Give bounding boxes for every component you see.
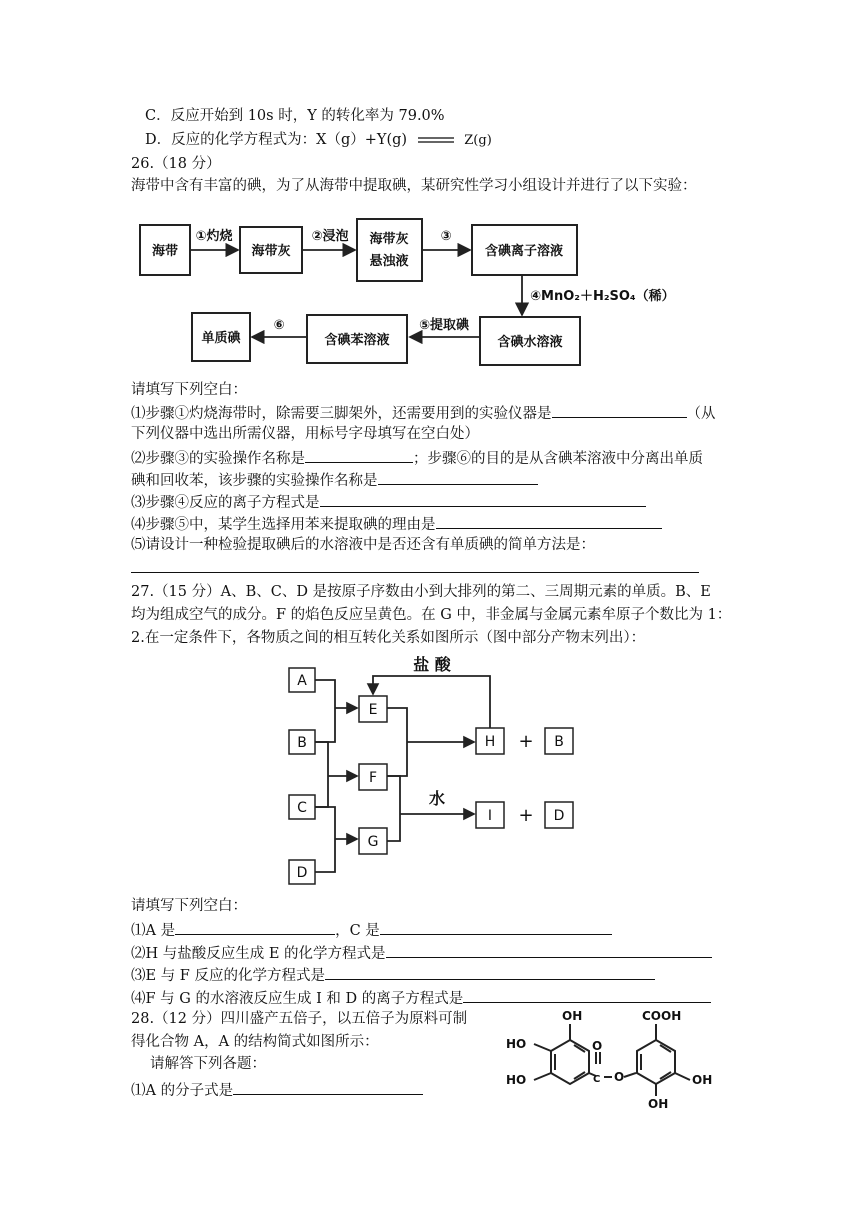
q27-prompt: 请填写下列空白： xyxy=(131,898,247,914)
flow-step1: ①灼烧 xyxy=(195,229,233,244)
struct-oh-bottom: OH xyxy=(648,1097,669,1111)
q26-p2-blank2[interactable] xyxy=(378,470,538,485)
q26-p1 xyxy=(131,403,716,423)
q27-line3: 2.在一定条件下，各物质之间的相互转化关系如图所示（图中部分产物末列出）： xyxy=(131,630,646,646)
option-c: C．反应开始到 10s 时，Y 的转化率为 79.0% xyxy=(145,108,445,124)
q26-p2-text: ⑵步骤③的实验操作名称是 xyxy=(131,451,305,467)
q26-intro: 海带中含有丰富的碘，为了从海带中提取碘，某研究性学习小组设计并进行了以下实验： xyxy=(131,178,697,194)
plus-1: + xyxy=(518,731,534,752)
flow-step3: ③ xyxy=(440,229,452,244)
label-h: H xyxy=(484,734,496,750)
flow-label-xuan2: 悬浊液 xyxy=(369,254,409,269)
label-b: B xyxy=(297,735,307,751)
plus-2: + xyxy=(518,805,534,826)
q26-p4-blank[interactable] xyxy=(436,514,662,529)
flow-label-lizi: 含碘离子溶液 xyxy=(484,244,564,259)
q26-p1-suffix: （从 xyxy=(686,406,716,422)
flow-step4: ④MnO₂＋H₂SO₄（稀） xyxy=(530,289,675,304)
flow-label-haidai: 海带 xyxy=(151,244,179,259)
q27-p3-blank[interactable] xyxy=(325,965,655,980)
q27-diagram xyxy=(0,652,860,887)
q28-line2: 得化合物 A，A 的结构简式如图所示： xyxy=(131,1034,379,1050)
q26-p2-blank1[interactable] xyxy=(305,448,413,463)
q26-p4 xyxy=(131,514,662,534)
q27-p1-text: ⑴A 是 xyxy=(131,923,176,939)
q27-p4-blank[interactable] xyxy=(463,988,711,1003)
label-d2: D xyxy=(553,808,565,824)
q27-p1-blank1[interactable] xyxy=(175,920,335,935)
flow-box-xuanzhuoye xyxy=(357,219,422,281)
q28-p1-blank[interactable] xyxy=(233,1080,423,1095)
q26-p4-text: ⑷步骤⑤中，某学生选择用苯来提取碘的理由是 xyxy=(131,517,436,533)
q26-p3-text: ⑶步骤④反应的离子方程式是 xyxy=(131,495,320,511)
q26-p2-suffix: ；步骤⑥的目的是从含碘苯溶液中分离出单质 xyxy=(413,451,703,467)
equilibrium-arrow-icon xyxy=(416,135,456,145)
q26-p3 xyxy=(131,492,646,512)
q26-p5: ⑸请设计一种检验提取碘后的水溶液中是否还含有单质碘的简单方法是： xyxy=(131,537,595,553)
q27-p2-text: ⑵H 与盐酸反应生成 E 的化学方程式是 xyxy=(131,946,386,962)
q26-p2 xyxy=(131,448,703,468)
option-d xyxy=(145,131,492,150)
label-c: C xyxy=(297,800,307,816)
q26-p1-blank[interactable] xyxy=(552,403,687,418)
label-water: 水 xyxy=(428,789,446,808)
label-b2: B xyxy=(554,734,564,750)
q28-line1: 28.（12 分）四川盛产五倍子，以五倍子为原料可制 xyxy=(131,1011,468,1027)
option-d-text: D．反应的化学方程式为：X（g）+Y(g) xyxy=(145,132,408,148)
q26-header: 26.（18 分） xyxy=(131,156,221,172)
q26-prompt: 请填写下列空白： xyxy=(131,382,247,398)
struct-cooh: COOH xyxy=(642,1009,682,1023)
label-hcl: 盐 酸 xyxy=(413,655,451,674)
q26-p1-text: ⑴步骤①灼烧海带时，除需要三脚架外，还需要用到的实验仪器是 xyxy=(131,406,552,422)
label-f: F xyxy=(368,770,378,786)
q26-p3-blank[interactable] xyxy=(320,492,646,507)
flow-label-xuan1: 海带灰 xyxy=(369,232,409,247)
q26-p1c: 下列仪器中选出所需仪器，用标号字母填写在空白处） xyxy=(131,426,479,442)
flow-label-dianzhi: 单质碘 xyxy=(201,331,241,346)
label-d: D xyxy=(296,865,308,881)
option-d-product: Z(g) xyxy=(464,133,492,148)
struct-ho-left-low: HO xyxy=(506,1073,527,1087)
q26-p5-blank[interactable] xyxy=(131,572,699,573)
struct-ho-left-up: HO xyxy=(506,1037,527,1051)
q26-flowchart xyxy=(0,205,860,375)
struct-c: C xyxy=(593,1074,601,1085)
q27-line1: 27.（15 分）A、B、C、D 是按原子序数由小到大排列的第二、三周期元素的单质。B、E xyxy=(131,584,711,600)
q27-p3 xyxy=(131,965,655,985)
flow-label-shui: 含碘水溶液 xyxy=(497,335,563,350)
q27-p1 xyxy=(131,920,612,940)
flow-step2: ②浸泡 xyxy=(311,229,349,244)
label-i: I xyxy=(487,808,493,824)
q28-line3: 请解答下列各题： xyxy=(150,1056,266,1072)
struct-oh-top: OH xyxy=(562,1009,583,1023)
struct-oh-right: OH xyxy=(692,1073,713,1087)
label-e: E xyxy=(368,702,378,718)
struct-o-ester: O xyxy=(614,1070,625,1084)
q27-p2-blank[interactable] xyxy=(386,943,712,958)
q27-p4-text: ⑷F 与 G 的水溶液反应生成 I 和 D 的离子方程式是 xyxy=(131,991,464,1007)
label-g: G xyxy=(367,834,379,850)
q27-line2: 均为组成空气的成分。F 的焰色反应呈黄色。在 G 中，非金属与金属元素牟原子个数比为 1： xyxy=(131,607,732,623)
struct-o-carbonyl: O xyxy=(592,1039,603,1053)
q28-p1-text: ⑴A 的分子式是 xyxy=(131,1083,234,1099)
q26-p2c-text: 碘和回收苯，该步骤的实验操作名称是 xyxy=(131,473,378,489)
q27-p1-mid: ，C 是 xyxy=(335,923,380,939)
flow-step5: ⑤提取碘 xyxy=(418,318,470,333)
q28-structure xyxy=(490,1002,750,1117)
flow-label-haidaihui: 海带灰 xyxy=(251,244,291,259)
label-a: A xyxy=(297,673,307,689)
q27-p2 xyxy=(131,943,712,963)
q27-p1-blank2[interactable] xyxy=(380,920,612,935)
flow-step6: ⑥ xyxy=(273,318,285,333)
flow-label-ben: 含碘苯溶液 xyxy=(324,333,390,348)
q28-p1 xyxy=(131,1080,423,1100)
q27-p3-text: ⑶E 与 F 反应的化学方程式是 xyxy=(131,968,325,984)
q26-p2c xyxy=(131,470,538,490)
